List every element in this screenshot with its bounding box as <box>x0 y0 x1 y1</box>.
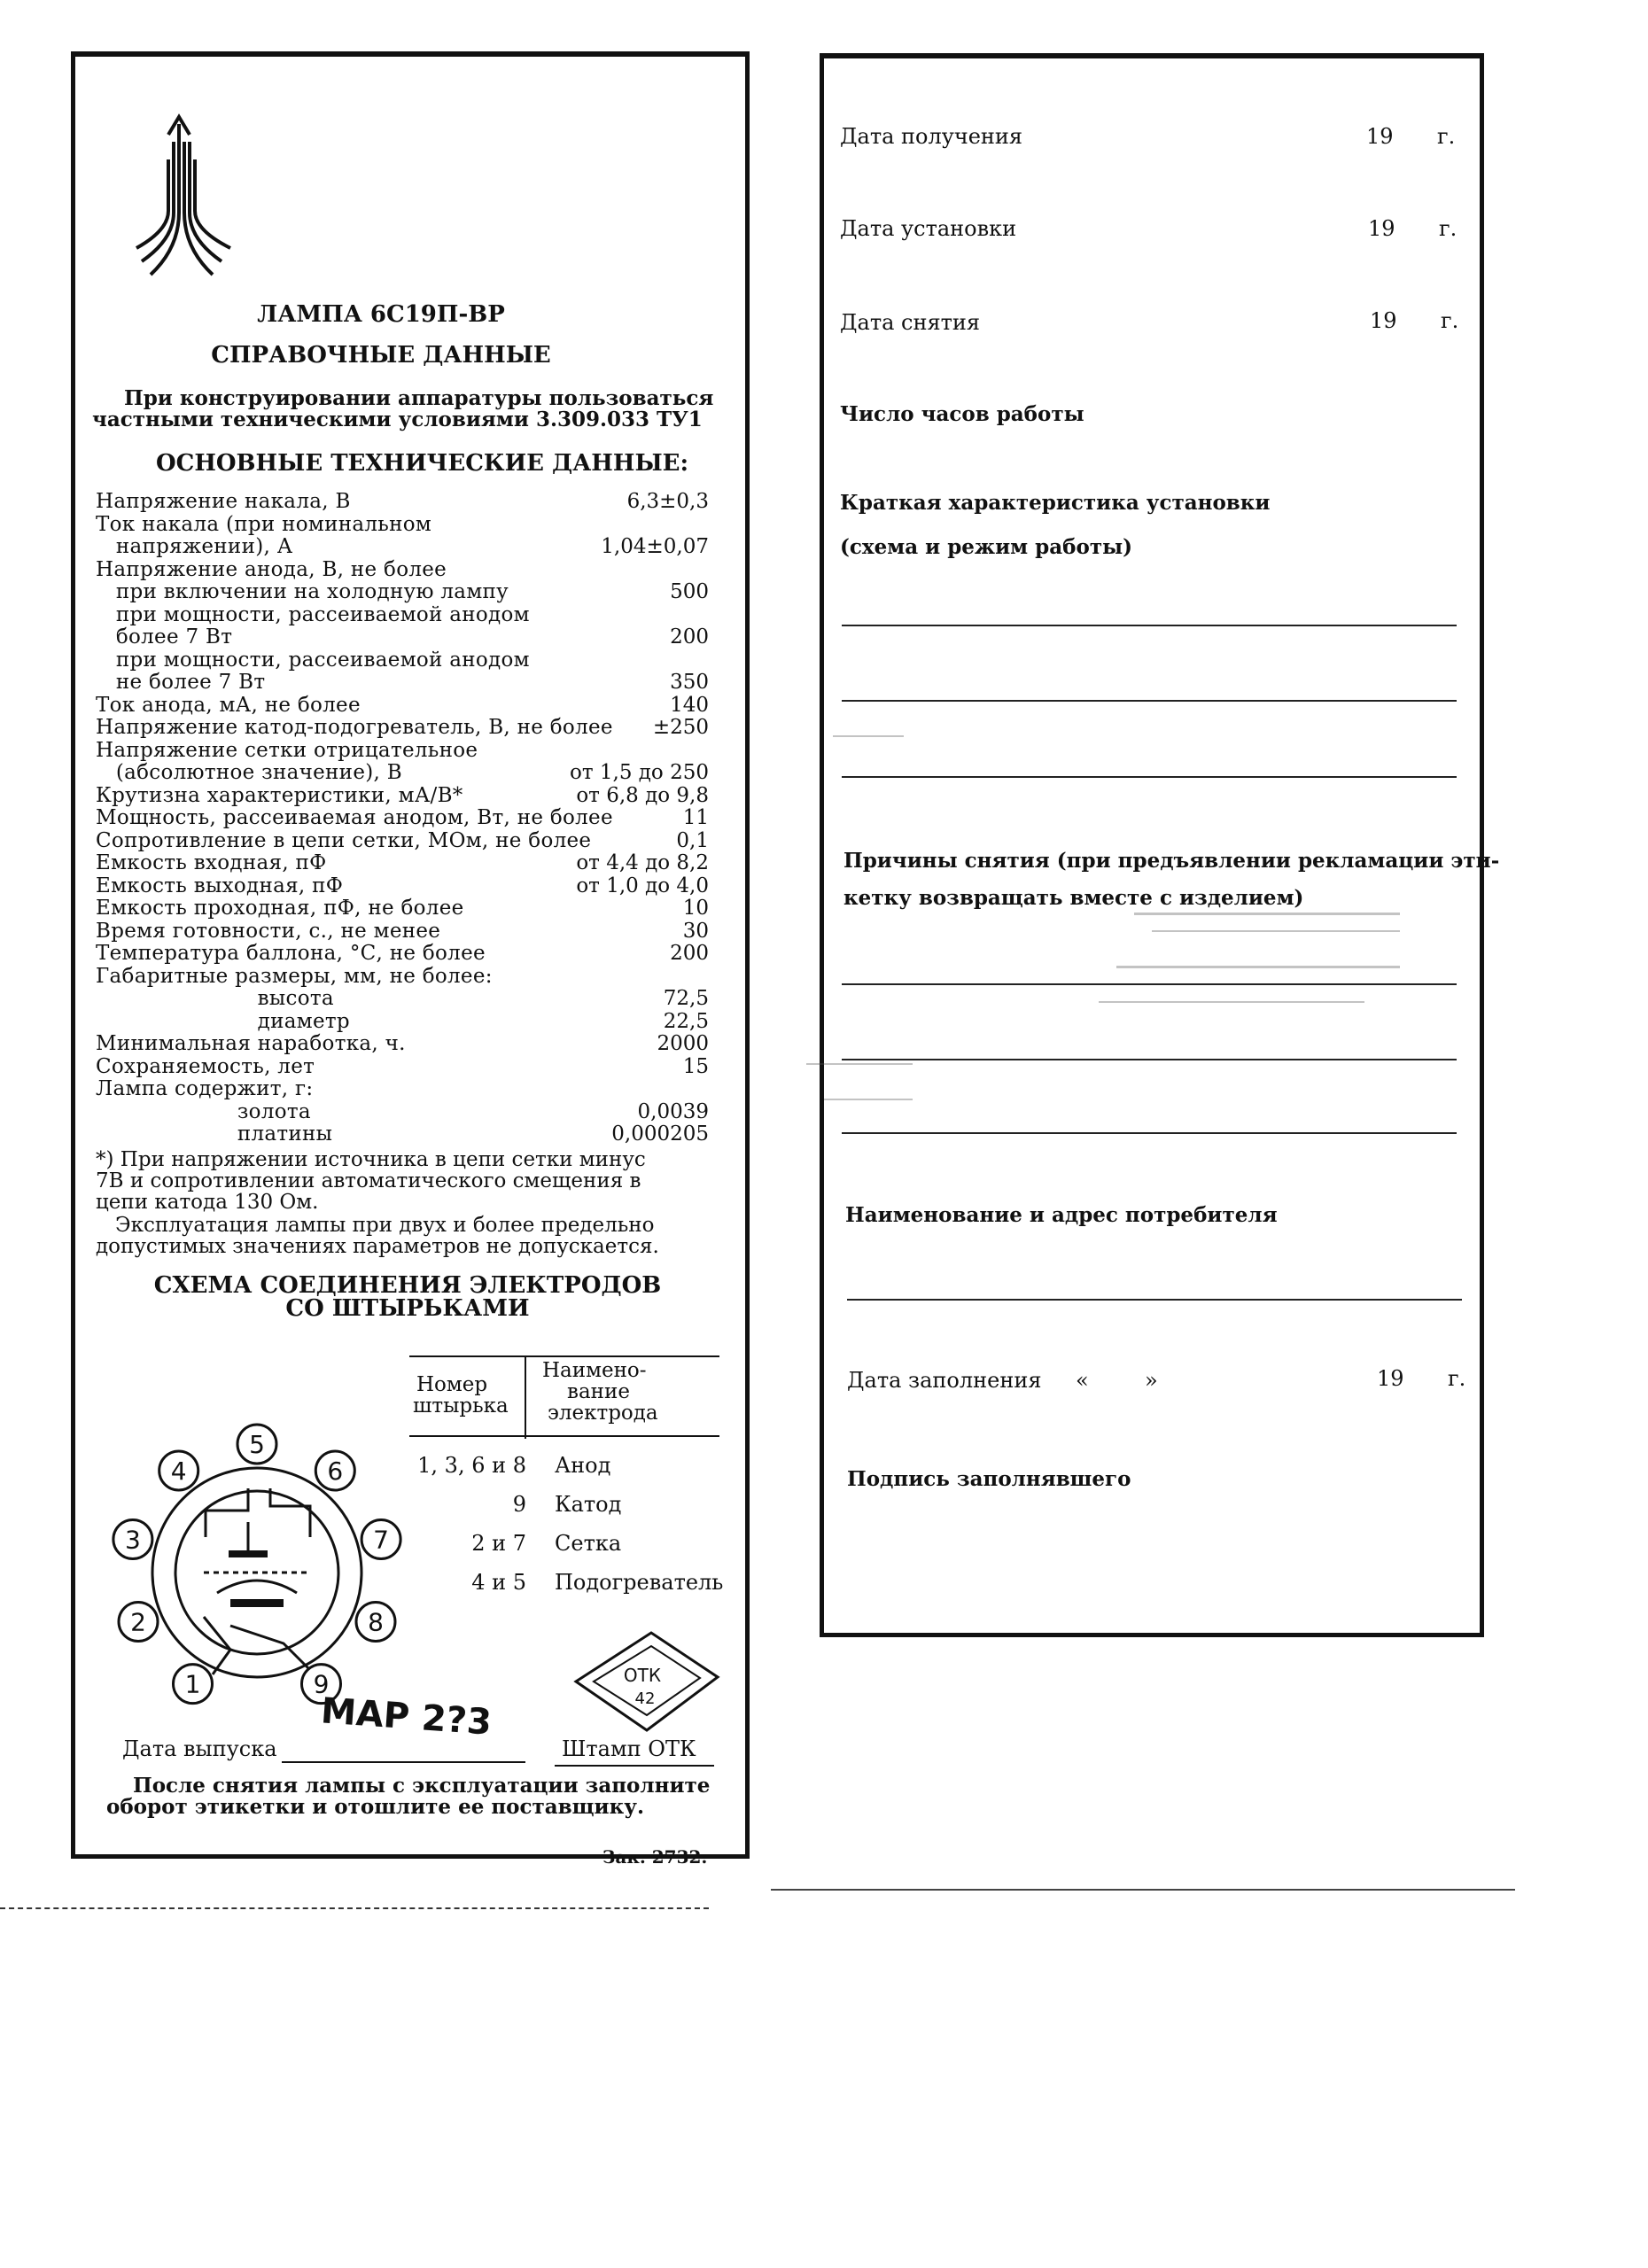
spec-label: Напряжение сетки отрицательное <box>96 739 478 762</box>
install-char-line-1 <box>842 625 1457 626</box>
spec-value: от 1,0 до 4,0 <box>576 874 709 897</box>
pin-number-cell: 4 и 5 <box>471 1570 526 1595</box>
spec-label: золота <box>96 1100 311 1123</box>
spec-label: при мощности, рассеиваемой анодом <box>96 649 530 672</box>
pin-number-label: 3 <box>124 1525 141 1555</box>
spec-value: 200 <box>670 942 709 965</box>
pin-number-label: 7 <box>373 1525 390 1555</box>
spec-value: 500 <box>670 580 709 603</box>
spec-value: 22,5 <box>663 1010 709 1033</box>
pin-number-label: 6 <box>327 1456 344 1486</box>
spec-value: 30 <box>682 920 709 943</box>
spec-label: Лампа содержит, г: <box>96 1077 314 1100</box>
pin-number-cell: 9 <box>512 1492 526 1517</box>
spec-label: Сохраняемость, лет <box>96 1055 315 1078</box>
otk-stamp <box>567 1628 727 1744</box>
fill-year-prefix: 19 <box>1377 1366 1404 1391</box>
release-date-handwritten: МАР 2?3 <box>319 1690 494 1744</box>
spec-label: Габаритные размеры, мм, не более: <box>96 965 493 988</box>
spec-label: Ток накала (при номинальном <box>96 513 432 536</box>
spec-value: 0,1 <box>676 829 709 852</box>
spec-value: 2000 <box>657 1032 709 1055</box>
pin-number-label: 8 <box>368 1607 384 1637</box>
page-bottom-rule-right <box>771 1889 1515 1891</box>
order-number: Зак. 2732. <box>602 1846 708 1868</box>
table-header-pin-2: штырька <box>413 1394 509 1418</box>
intro-line-1: При конструировании аппаратуры пользоваться <box>124 386 714 410</box>
spec-label: Напряжение катод-подогреватель, В, не более <box>96 716 613 739</box>
spec-label: не более 7 Вт <box>96 671 266 694</box>
closing-line-1: После снятия лампы с эксплуатации заполните <box>133 1774 711 1798</box>
spec-label: Температура баллона, °С, не более <box>96 942 486 965</box>
install-char-label-1: Краткая характеристика установки <box>840 491 1271 515</box>
consumer-label: Наименование и адрес потребителя <box>845 1203 1278 1227</box>
pin-number-label: 4 <box>170 1456 187 1486</box>
warning-line-2: допустимых значениях параметров не допускается. <box>96 1235 659 1258</box>
installed-date-label: Дата установки <box>840 216 1017 241</box>
spec-label: Емкость проходная, пФ, не более <box>96 897 464 920</box>
removed-year-suffix: г. <box>1441 308 1459 333</box>
removed-date-label: Дата снятия <box>840 310 981 335</box>
footnote-line-2: 7В и сопротивлении автоматического смещения в <box>96 1169 641 1192</box>
received-year-prefix: 19 <box>1366 124 1394 149</box>
spec-value: 0,0039 <box>637 1100 709 1123</box>
specs-heading: ОСНОВНЫЕ ТЕХНИЧЕСКИЕ ДАННЫЕ: <box>156 450 689 477</box>
spec-value: 140 <box>670 694 709 717</box>
hours-label: Число часов работы <box>840 402 1084 426</box>
pin-number-cell: 1, 3, 6 и 8 <box>417 1453 526 1478</box>
installed-year-suffix: г. <box>1439 216 1458 241</box>
reasons-label-2: кетку возвращать вместе с изделием) <box>843 886 1304 910</box>
install-char-label-2: (схема и режим работы) <box>840 535 1133 559</box>
spec-value: 10 <box>682 897 709 920</box>
table-divider <box>525 1357 526 1439</box>
spec-label: Минимальная наработка, ч. <box>96 1032 406 1055</box>
electrode-name-cell: Анод <box>555 1453 611 1478</box>
spec-value: 6,3±0,3 <box>626 490 709 513</box>
reference-subtitle: СПРАВОЧНЫЕ ДАННЫЕ <box>211 342 551 369</box>
spec-label: при мощности, рассеиваемой анодом <box>96 603 530 626</box>
pin-number-label: 1 <box>184 1669 201 1699</box>
removed-year-prefix: 19 <box>1370 308 1397 333</box>
pin-number-label: 9 <box>313 1669 330 1699</box>
scheme-title-2: СО ШТЫРЬКАМИ <box>285 1295 530 1322</box>
pin-number-cell: 2 и 7 <box>471 1531 526 1556</box>
footnote-line-1: *) При напряжении источника в цепи сетки минус <box>96 1148 646 1171</box>
cathode-bar-icon <box>230 1599 284 1607</box>
fill-date-close-quote: » <box>1145 1368 1158 1393</box>
spec-label: (абсолютное значение), В <box>96 761 402 784</box>
spec-label: более 7 Вт <box>96 625 233 649</box>
spec-value: 11 <box>682 806 709 829</box>
page-bottom-rule-left <box>0 1907 709 1909</box>
trident-logo-icon <box>133 106 239 284</box>
fill-date-open-quote: « <box>1076 1368 1089 1393</box>
stamp-underline <box>555 1765 714 1767</box>
scan-noise <box>780 691 1577 1240</box>
release-date-label: Дата выпуска <box>122 1736 277 1761</box>
spec-value: от 4,4 до 8,2 <box>576 851 709 874</box>
intro-line-2: частными техническими условиями 3.309.033 ТУ1 <box>92 408 703 431</box>
spec-label: платины <box>96 1122 333 1146</box>
table-top-rule <box>409 1355 719 1357</box>
pin-number-label: 2 <box>130 1607 146 1637</box>
table-header-name-1: Наимено- <box>542 1359 647 1382</box>
lamp-title: ЛАМПА 6С19П-ВР <box>257 301 505 328</box>
spec-value: ±250 <box>652 716 709 739</box>
spec-label: Мощность, рассеиваемая анодом, Вт, не более <box>96 806 613 829</box>
electrode-name-cell: Катод <box>555 1492 622 1517</box>
fill-date-label: Дата заполнения <box>847 1368 1042 1393</box>
installed-year-prefix: 19 <box>1368 216 1395 241</box>
pin-diagram <box>97 1418 416 1719</box>
release-date-underline <box>282 1761 525 1763</box>
received-year-suffix: г. <box>1437 124 1456 149</box>
spec-label: Емкость выходная, пФ <box>96 874 344 897</box>
stamp-label: Штамп ОТК <box>562 1736 696 1761</box>
spec-label: Емкость входная, пФ <box>96 851 327 874</box>
footnote-line-3: цепи катода 130 Ом. <box>96 1191 319 1214</box>
spec-label: диаметр <box>96 1010 350 1033</box>
warning-line-1: Эксплуатация лампы при двух и более предельно <box>115 1214 655 1237</box>
table-header-name-3: электрода <box>548 1402 658 1425</box>
spec-label: Крутизна характеристики, мА/В* <box>96 784 463 807</box>
spec-value: 0,000205 <box>611 1122 709 1146</box>
stamp-text-bottom: 42 <box>634 1689 656 1708</box>
spec-value: 200 <box>670 625 709 649</box>
grid-bar-icon <box>229 1550 268 1557</box>
spec-label: Время готовности, с., не менее <box>96 920 441 943</box>
consumer-line <box>847 1299 1462 1301</box>
stamp-text-top: ОТК <box>623 1665 662 1686</box>
spec-label: Напряжение анода, В, не более <box>96 558 447 581</box>
spec-value: 72,5 <box>663 987 709 1010</box>
reasons-label-1: Причины снятия (при предъявлении рекламации эти- <box>843 849 1500 873</box>
spec-label: напряжении), А <box>96 535 293 558</box>
spec-label: при включении на холодную лампу <box>96 580 509 603</box>
spec-value: 1,04±0,07 <box>601 535 709 558</box>
closing-line-2: оборот этикетки и отошлите ее поставщику. <box>106 1795 644 1819</box>
electrode-name-cell: Подогреватель <box>555 1570 724 1595</box>
spec-value: от 6,8 до 9,8 <box>576 784 709 807</box>
table-header-name-2: вание <box>567 1380 630 1403</box>
table-bottom-rule <box>409 1435 719 1437</box>
table-header-pin-1: Номер <box>416 1373 488 1396</box>
spec-value: 350 <box>670 671 709 694</box>
electrode-name-cell: Сетка <box>555 1531 622 1556</box>
fill-year-suffix: г. <box>1448 1366 1466 1391</box>
pin-number-label: 5 <box>249 1430 265 1459</box>
signature-label: Подпись заполнявшего <box>847 1467 1131 1491</box>
spec-label: Ток анода, мА, не более <box>96 694 361 717</box>
spec-label: Напряжение накала, В <box>96 490 351 513</box>
received-date-label: Дата получения <box>840 124 1023 149</box>
scheme-title-1: СХЕМА СОЕДИНЕНИЯ ЭЛЕКТРОДОВ <box>153 1272 662 1299</box>
spec-value: от 1,5 до 250 <box>570 761 709 784</box>
spec-label: высота <box>96 987 334 1010</box>
spec-label: Сопротивление в цепи сетки, МОм, не более <box>96 829 592 852</box>
spec-value: 15 <box>682 1055 709 1078</box>
